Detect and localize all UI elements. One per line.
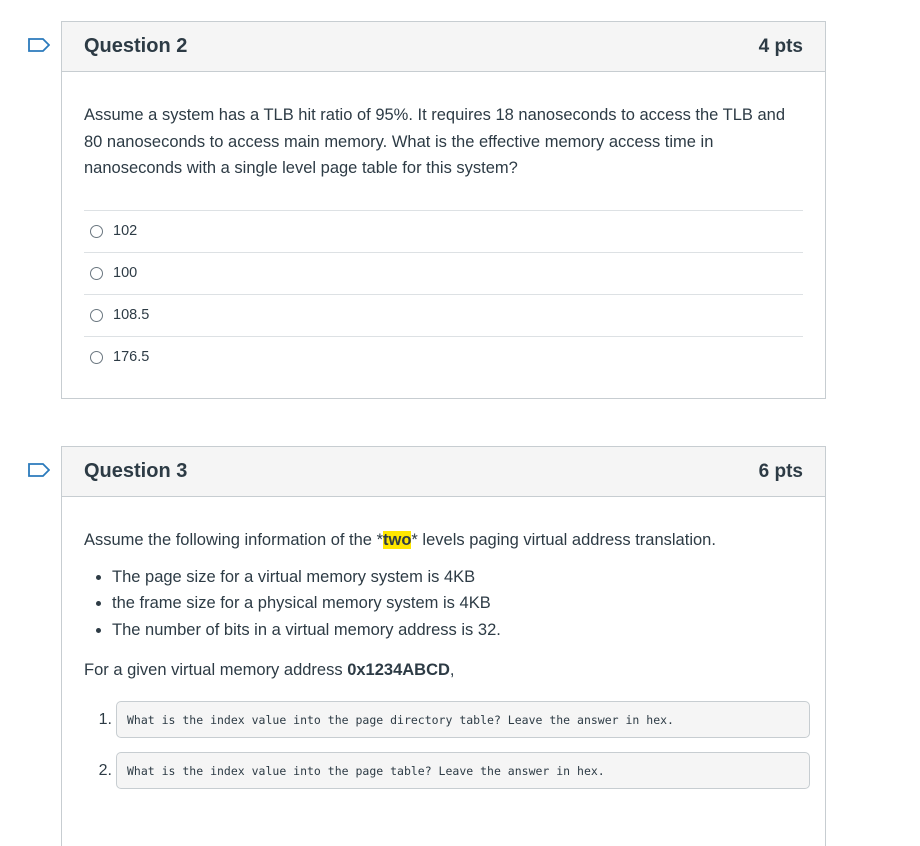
subquestion-2 bbox=[90, 752, 810, 789]
answer-label: 102 bbox=[113, 223, 138, 239]
question-3-card bbox=[61, 446, 826, 846]
question-2-header bbox=[62, 22, 825, 72]
question-3-intro: Assume the following information of the *two* levels paging virtual address translation. bbox=[84, 531, 716, 549]
question-2-card bbox=[61, 21, 826, 399]
question-3-title: Question 3 bbox=[84, 460, 188, 482]
list-item: • The number of bits in a virtual memory address is 32. bbox=[112, 617, 803, 644]
subquestion-number: 1. bbox=[98, 710, 112, 728]
question-2-text: Assume a system has a TLB hit ratio of 95%. It requires 18 nanoseconds to access the TLB and 80 nanoseconds to access main memory. What is the effective memory access time in nanoseconds with a single level page table for this system? bbox=[84, 106, 786, 177]
list-item: • The page size for a virtual memory system is 4KB bbox=[112, 564, 803, 591]
radio-button[interactable] bbox=[90, 309, 103, 322]
radio-button[interactable] bbox=[90, 267, 103, 280]
answer-list bbox=[84, 210, 803, 378]
subquestion-number: 2. bbox=[98, 761, 112, 779]
question-2-points: 4 pts bbox=[758, 35, 803, 57]
answer-option[interactable] bbox=[84, 252, 803, 294]
highlighted-word: two bbox=[383, 531, 412, 549]
answer-option[interactable] bbox=[84, 294, 803, 336]
answer-label: 108.5 bbox=[113, 307, 150, 323]
subquestion-2-code-block: What is the index value into the page table? Leave the answer in hex. bbox=[116, 752, 810, 789]
answer-label: 100 bbox=[113, 265, 138, 281]
bookmark-flag-icon[interactable] bbox=[28, 463, 50, 477]
answer-label: 176.5 bbox=[113, 349, 150, 365]
virtual-address: 0x1234ABCD bbox=[347, 661, 450, 679]
answer-option[interactable] bbox=[84, 336, 803, 378]
subquestion-1-code-block: What is the index value into the page directory table? Leave the answer in hex. bbox=[116, 701, 810, 738]
question-2-title: Question 2 bbox=[84, 35, 188, 57]
info-list bbox=[84, 564, 803, 644]
radio-button[interactable] bbox=[90, 351, 103, 364]
list-item: • the frame size for a physical memory system is 4KB bbox=[112, 590, 803, 617]
question-3-text bbox=[62, 497, 825, 684]
radio-button[interactable] bbox=[90, 225, 103, 238]
subquestion-1 bbox=[90, 701, 810, 738]
question-3-header bbox=[62, 447, 825, 497]
answer-option[interactable] bbox=[84, 210, 803, 252]
given-address: For a given virtual memory address 0x1234ABCD, bbox=[84, 661, 455, 679]
question-3-points: 6 pts bbox=[758, 460, 803, 482]
bookmark-flag-icon[interactable] bbox=[28, 38, 50, 52]
